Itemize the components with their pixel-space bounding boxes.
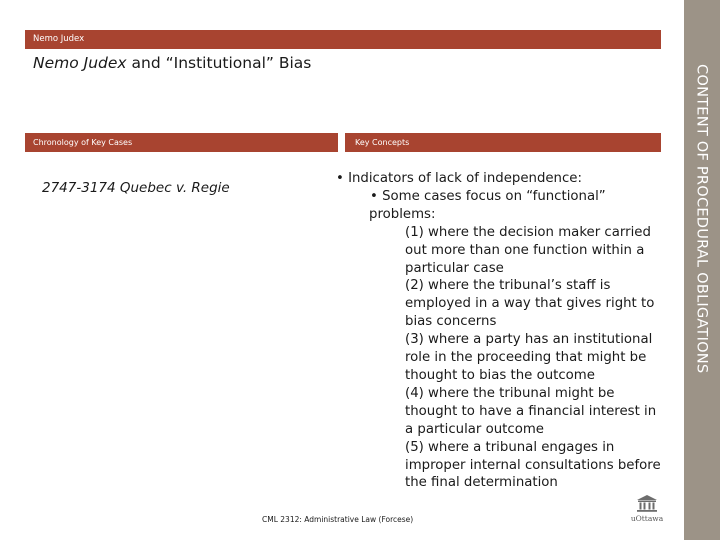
concept-line: bias concerns bbox=[405, 314, 497, 330]
slide-title-rest: and “Institutional” Bias bbox=[126, 54, 312, 72]
concept-line: (5) where a tribunal engages in bbox=[405, 439, 615, 455]
concept-line: (3) where a party has an institutional bbox=[405, 332, 653, 348]
concept-line: improper internal consultations before bbox=[405, 457, 661, 473]
concept-line: • Some cases focus on “functional” bbox=[370, 188, 606, 204]
cases-column-header: Chronology of Key Cases bbox=[25, 133, 338, 152]
concept-line: (4) where the tribunal might be bbox=[405, 385, 615, 401]
side-title: CONTENT OF PROCEDURAL OBLIGATIONS bbox=[693, 64, 711, 374]
slide-title-italic: Nemo Judex bbox=[33, 54, 127, 72]
key-concepts-list bbox=[336, 170, 676, 492]
concept-line: (1) where the decision maker carried bbox=[405, 224, 651, 240]
concept-line: a particular outcome bbox=[405, 421, 544, 437]
case-entry: 2747-3174 Quebec v. Regie bbox=[42, 180, 230, 196]
course-footer: CML 2312: Administrative Law (Forcese) bbox=[262, 515, 414, 524]
concept-line: thought to bias the outcome bbox=[405, 367, 595, 383]
section-bar: Nemo Judex bbox=[25, 30, 661, 49]
slide-title bbox=[33, 54, 311, 72]
concept-line: employed in a way that gives right to bbox=[405, 296, 655, 312]
concept-line: out more than one function within a bbox=[405, 242, 645, 258]
concept-line: • Indicators of lack of independence: bbox=[336, 171, 582, 186]
concept-line: problems: bbox=[369, 206, 436, 222]
concepts-column-header: Key Concepts bbox=[345, 133, 661, 152]
concept-line: (2) where the tribunal’s staff is bbox=[405, 278, 611, 294]
building-icon bbox=[636, 494, 658, 512]
concept-line: role in the proceeding that might be bbox=[405, 350, 647, 366]
logo-wordmark: uOttawa bbox=[630, 514, 664, 523]
uottawa-logo bbox=[624, 494, 670, 530]
concept-line: particular case bbox=[405, 260, 504, 276]
concept-line: the final determination bbox=[405, 475, 558, 491]
concept-line: thought to have a financial interest in bbox=[405, 403, 657, 419]
side-title-container bbox=[684, 30, 720, 408]
